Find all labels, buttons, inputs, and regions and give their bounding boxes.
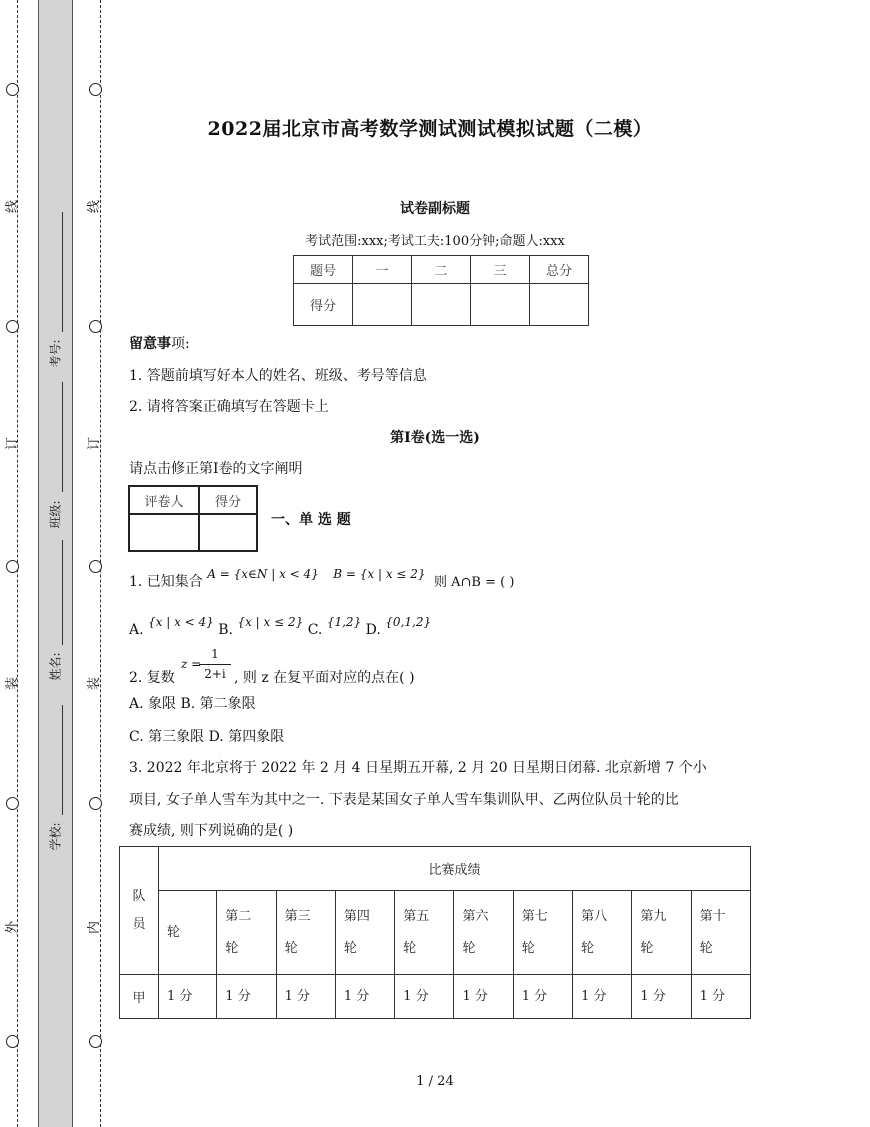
score-cell[interactable]	[412, 284, 471, 326]
round-header	[395, 891, 454, 975]
corner-cell	[120, 847, 159, 975]
score-value: 1 分	[513, 975, 572, 1019]
round-text: 轮	[640, 940, 654, 956]
q1-option-label: D.	[365, 622, 381, 638]
question-1	[129, 567, 515, 593]
exam-subtitle: 试卷副标题	[400, 201, 470, 217]
q2-prefix: 2. 复数	[129, 670, 175, 686]
exam-title: 2022届北京市高考数学测试测试模拟试题（二模）	[207, 118, 653, 140]
binding-char: 线	[5, 199, 21, 214]
score-header: 二	[412, 256, 471, 284]
round-text: 第八	[581, 908, 608, 924]
grader-header: 得分	[199, 486, 257, 514]
note-item: 1. 答题前填写好本人的姓名、班级、考号等信息	[129, 368, 427, 384]
q2-options-line-2: C. 第三象限 D. 第四象限	[129, 729, 285, 745]
field-line-exam-number[interactable]	[62, 212, 63, 332]
binding-hole	[89, 1035, 102, 1048]
round-header	[335, 891, 394, 975]
binding-hole	[89, 83, 102, 96]
round-header	[159, 891, 217, 975]
round-text: 轮	[462, 940, 476, 956]
binding-hole	[89, 320, 102, 333]
q1-option-label: A.	[129, 622, 144, 638]
round-text: 轮	[343, 940, 357, 956]
score-value: 1 分	[159, 975, 217, 1019]
binding-band	[38, 0, 73, 1127]
score-value: 1 分	[632, 975, 691, 1019]
q1-option-value: {x | x ≤ 2}	[237, 615, 304, 629]
round-text: 轮	[403, 940, 417, 956]
q1-options	[129, 612, 432, 638]
field-label-class: 班级:	[48, 500, 63, 529]
grader-cell[interactable]	[199, 514, 257, 551]
round-text: 第十	[699, 908, 726, 924]
round-text: 轮	[167, 924, 181, 940]
q2-options-line-1: A. 象限 B. 第二象限	[129, 696, 256, 712]
score-value: 1 分	[454, 975, 513, 1019]
q1-option-label: C.	[307, 622, 323, 638]
part-title: 一、单 选 题	[271, 512, 351, 528]
q3-line: 项目, 女子单人雪车为其中之一. 下表是某国女子单人雪车集训队甲、乙两位队员十轮的比	[129, 792, 679, 808]
note-item: 2. 请将答案正确填写在答题卡上	[129, 399, 329, 415]
q2-denominator: 2+i	[204, 667, 226, 681]
grader-table	[128, 485, 258, 552]
q1-option-value: {0,1,2}	[385, 615, 432, 629]
round-text: 第四	[343, 908, 370, 924]
binding-char: 装	[5, 676, 21, 691]
field-line-school[interactable]	[62, 705, 63, 815]
exam-meta: 考试范围:xxx;考试工夫:100分钟;命题人:xxx	[305, 234, 565, 249]
binding-char: 订	[5, 436, 21, 451]
field-line-name[interactable]	[62, 540, 63, 645]
section-title: 第I卷(选一选)	[390, 430, 480, 446]
round-text: 第三	[284, 908, 311, 924]
grader-cell[interactable]	[129, 514, 199, 551]
player-cell: 甲	[120, 975, 159, 1019]
round-text: 轮	[699, 940, 713, 956]
binding-char: 外	[5, 920, 21, 935]
round-header	[573, 891, 632, 975]
binding-hole	[6, 320, 19, 333]
binding-char: 订	[87, 436, 103, 451]
round-header	[632, 891, 691, 975]
binding-hole	[89, 560, 102, 573]
score-cell[interactable]	[530, 284, 589, 326]
field-label-exam-number: 考号:	[48, 339, 63, 368]
score-value: 1 分	[573, 975, 632, 1019]
binding-char: 线	[87, 199, 103, 214]
notes-heading	[129, 334, 190, 354]
score-value: 1 分	[691, 975, 750, 1019]
q1-option-value: {1,2}	[326, 615, 362, 629]
grader-header: 评卷人	[129, 486, 199, 514]
score-value: 1 分	[395, 975, 454, 1019]
q1-set-b: B = {x | x ≤ 2}	[333, 567, 426, 581]
q1-set-a: A = {x∈N | x < 4}	[207, 567, 319, 581]
binding-char: 装	[87, 676, 103, 691]
q2-numerator: 1	[211, 647, 219, 661]
q3-line: 赛成绩, 则下列说确的是( )	[129, 823, 294, 839]
score-header: 总分	[530, 256, 589, 284]
score-row-label: 得分	[294, 284, 353, 326]
score-cell[interactable]	[353, 284, 412, 326]
results-table	[119, 846, 751, 1019]
q1-option-label: B.	[218, 622, 234, 638]
round-text: 轮	[225, 940, 239, 956]
round-header	[691, 891, 750, 975]
score-cell[interactable]	[471, 284, 530, 326]
round-text: 第六	[462, 908, 489, 924]
round-text: 轮	[284, 940, 298, 956]
binding-hole	[6, 83, 19, 96]
binding-hole	[6, 797, 19, 810]
round-text: 第五	[403, 908, 430, 924]
notes-heading-rest: 项:	[171, 336, 190, 352]
round-header	[276, 891, 335, 975]
field-line-class[interactable]	[62, 382, 63, 492]
binding-char: 内	[87, 920, 103, 935]
round-text: 第二	[225, 908, 252, 924]
section-instruction: 请点击修正第I卷的文字阐明	[129, 461, 303, 477]
round-header	[217, 891, 276, 975]
binding-hole	[6, 1035, 19, 1048]
score-value: 1 分	[217, 975, 276, 1019]
corner-bottom: 员	[132, 916, 146, 932]
q3-line: 3. 2022 年北京将于 2022 年 2 月 4 日星期五开幕, 2 月 20 日星期日闭幕. 北京新增 7 个小	[129, 760, 707, 776]
corner-top: 队	[132, 888, 146, 904]
score-header: 题号	[294, 256, 353, 284]
span-header: 比赛成绩	[159, 847, 751, 891]
field-label-name: 姓名:	[48, 652, 63, 681]
notes-heading-bold: 留意事	[129, 336, 171, 352]
round-text: 第九	[640, 908, 667, 924]
q1-then: 则 A∩B = ( )	[434, 575, 515, 590]
round-text: 轮	[581, 940, 595, 956]
score-value: 1 分	[335, 975, 394, 1019]
score-header: 一	[353, 256, 412, 284]
score-value: 1 分	[276, 975, 335, 1019]
q2-suffix: , 则 z 在复平面对应的点在( )	[234, 670, 415, 686]
q1-option-value: {x | x < 4}	[148, 615, 214, 629]
q2-z: z =	[181, 657, 202, 671]
round-text: 轮	[521, 940, 535, 956]
q1-prefix: 1. 已知集合	[129, 574, 203, 590]
binding-hole	[89, 797, 102, 810]
score-table	[293, 255, 589, 326]
round-header	[513, 891, 572, 975]
binding-hole	[6, 560, 19, 573]
score-header: 三	[471, 256, 530, 284]
q2-fraction-bar	[199, 664, 231, 665]
page-number: 1 / 24	[416, 1074, 454, 1089]
field-label-school: 学校:	[48, 822, 63, 851]
round-text: 第七	[521, 908, 548, 924]
round-header	[454, 891, 513, 975]
